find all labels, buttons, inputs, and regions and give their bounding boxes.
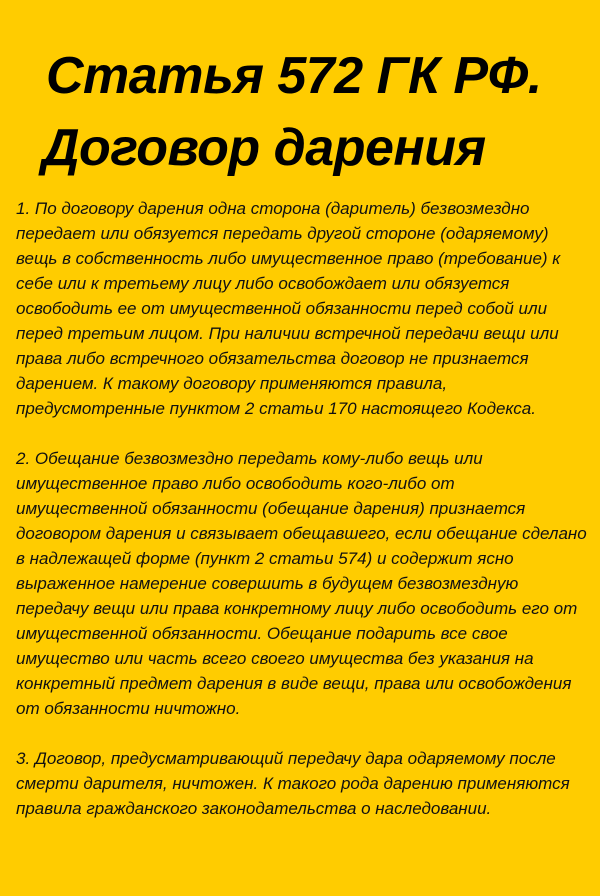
paragraph-3: 3. Договор, предусматривающий передачу дара одаряемому после смерти дарителя, ничтожен. К такого рода дарению применяются правила гражданского законодательства о наследовании.: [16, 749, 570, 818]
article-title-line-2: Договор дарения: [42, 119, 486, 177]
paragraph-1: 1. По договору дарения одна сторона (даритель) безвозмездно передает или обязуется передать другой стороне (одаряемому) вещь в собственность либо имущественное право (требование) к себе или к третьему лицу либо освобождает или обязуется освободить ее от имущественной обязанности перед собой или перед третьим лицом. При наличии встречной передачи вещи или права либо встречного обязательства договор не признается дарением. К такому договору применяются правила, предусмотренные пунктом 2 статьи 170 настоящего Кодекса.: [16, 199, 561, 418]
paragraph-2: 2. Обещание безвозмездно передать кому-либо вещь или имущественное право либо освободить кого-либо от имущественной обязанности (обещание дарения) признается договором дарения и связывает обещавшего, если обещание сделано в надлежащей форме (пункт 2 статьи 574) и содержит ясно выраженное намерение совершить в будущем безвозмездную передачу вещи или права конкретному лицу либо освободить его от имущественной обязанности. Обещание подарить все свое имущество или часть всего своего имущества без указания на конкретный предмет дарения в виде вещи, права или освобождения от обязанности ничтожно.: [16, 449, 587, 718]
article-title-line-1: Статья 572 ГК РФ.: [46, 47, 542, 105]
article-title: [30, 40, 590, 184]
article-body: [16, 196, 588, 821]
